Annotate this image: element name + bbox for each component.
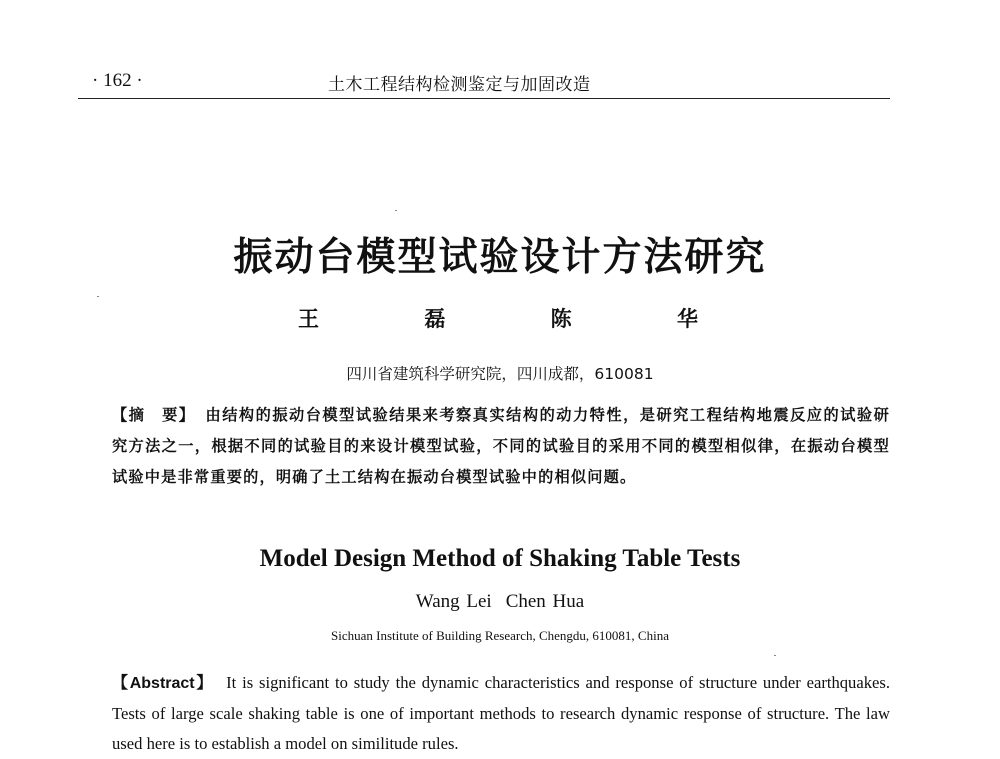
article-title-en: Model Design Method of Shaking Table Tests	[259, 545, 741, 572]
page-number: · 162 ·	[92, 70, 143, 91]
scan-speck	[395, 210, 397, 211]
abstract-en	[112, 668, 890, 759]
abstract-en-label: 【Abstract】	[112, 675, 215, 692]
running-header	[78, 68, 890, 99]
abstract-cn	[112, 400, 890, 493]
affiliation-en: Sichuan Institute of Building Research, Chengdu, 610081, China	[331, 628, 669, 643]
abstract-cn-text: 由结构的振动台模型试验结果来考察真实结构的动力特性，是研究工程结构地震反应的试验研究方法之一，根据不同的试验目的来设计模型试验，不同的试验目的采用不同的模型相似律，在振动台模型试验中是非常重要的，明确了土工结构在振动台模型试验中的相似问题。	[112, 406, 891, 486]
abstract-en-text: It is significant to study the dynamic characteristics and response of structure under earthquakes. Tests of large scale shaking table is one of important methods to research dynamic response of structure. The law used here is to establish a model on similitude rules.	[112, 673, 890, 753]
journal-title: 土木工程结构检测鉴定与加固改造	[328, 75, 591, 95]
affiliation-cn: 四川省建筑科学研究院，四川成都，610081	[346, 365, 654, 383]
scan-speck	[774, 655, 776, 656]
abstract-cn-label: 【摘 要】	[112, 406, 196, 424]
article-title-cn: 振动台模型试验设计方法研究	[233, 235, 767, 280]
author-en-2: Chen Hua	[505, 591, 585, 612]
author-en-1: Wang Lei	[415, 591, 492, 612]
authors-cn: 王 磊 陈 华	[298, 307, 732, 331]
scan-speck	[97, 296, 99, 297]
authors-en	[0, 591, 1000, 613]
